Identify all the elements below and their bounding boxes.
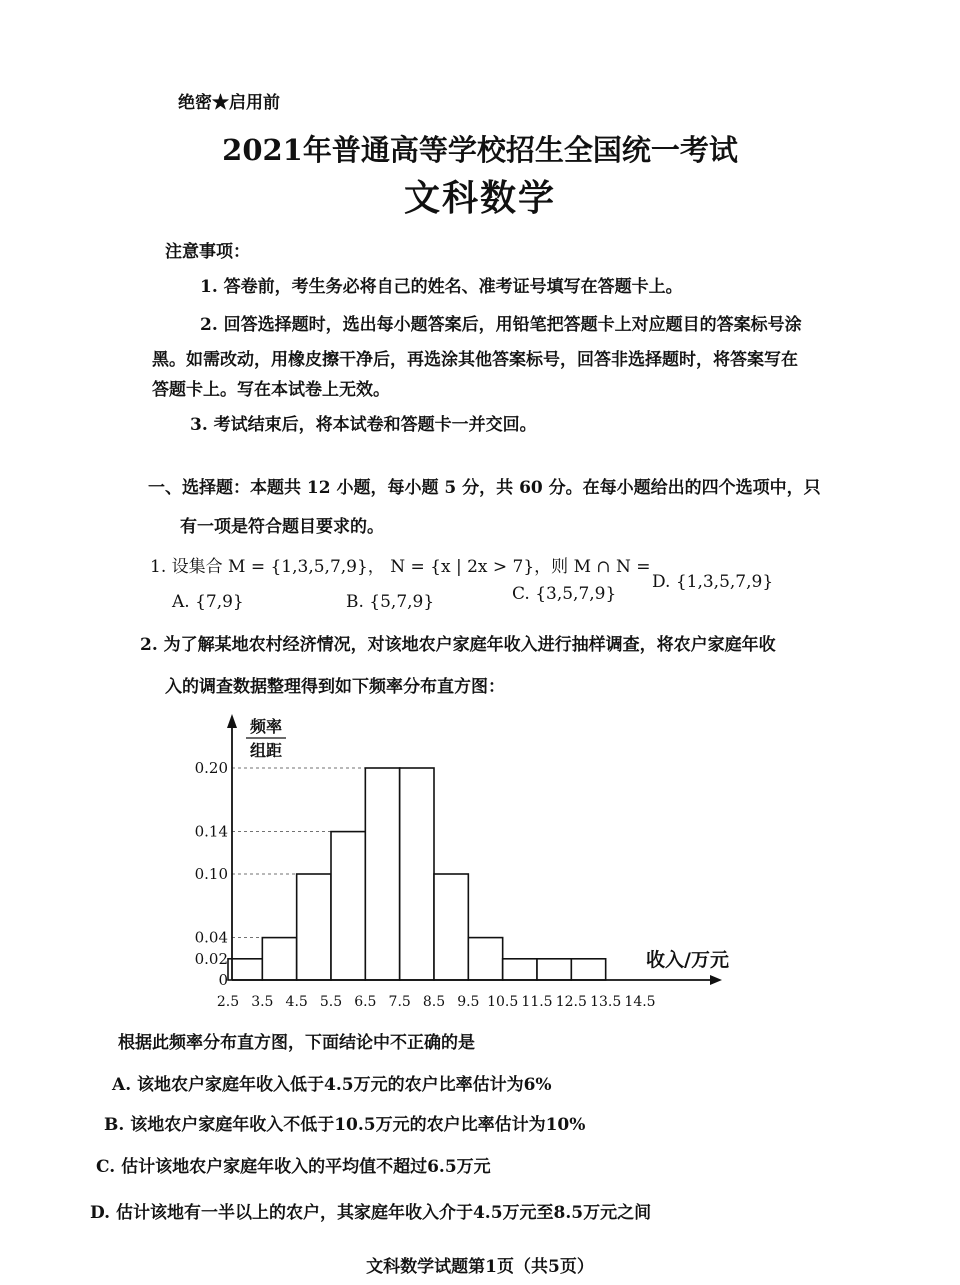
histogram-bar (331, 832, 365, 980)
y-tick-label: 0.10 (194, 865, 228, 883)
histogram-bar (297, 874, 331, 980)
y-axis-label-bottom: 组距 (249, 741, 283, 760)
x-tick-label: 4.5 (285, 994, 308, 1010)
section-1-line-2: 有一项是符合题目要求的。 (180, 517, 384, 537)
y-tick-label: 0.04 (194, 928, 228, 947)
x-axis-label: 收入/万元 (646, 949, 729, 971)
x-tick-label: 9.5 (457, 994, 480, 1010)
exam-title: 2021年普通高等学校招生全国统一考试 (222, 133, 738, 167)
x-tick-label: 10.5 (487, 994, 519, 1010)
histogram-bar (400, 768, 434, 980)
x-tick-label: 3.5 (251, 994, 274, 1010)
q2-question: 根据此频率分布直方图，下面结论中不正确的是 (118, 1033, 475, 1053)
q1-option-a: A. {7,9} (172, 592, 244, 612)
notice-item-2-line-1: 2. 回答选择题时，选出每小题答案后，用铅笔把答题卡上对应题目的答案标号涂 (200, 315, 802, 335)
y-axis-label-top: 频率 (249, 717, 283, 736)
histogram-bar (434, 874, 468, 980)
q2-option-a: A. 该地农户家庭年收入低于4.5万元的农户比率估计为6% (112, 1075, 552, 1095)
y-tick-label: 0.20 (194, 759, 228, 777)
page-footer: 文科数学试题第1页（共5页） (366, 1257, 594, 1277)
section-1-line-1: 一、选择题：本题共 12 小题，每小题 5 分，共 60 分。在每小题给出的四个选项中，只 (148, 478, 821, 498)
exam-subtitle: 文科数学 (403, 177, 556, 219)
notice-item-2-line-2: 黑。如需改动，用橡皮擦干净后，再选涂其他答案标号，回答非选择题时，将答案写在 (152, 350, 798, 370)
histogram-chart (180, 708, 760, 1018)
y-tick-label: 0.02 (194, 949, 228, 968)
x-tick-label: 13.5 (590, 994, 622, 1010)
x-tick-label: 6.5 (354, 994, 377, 1010)
q2-stem-line-2: 入的调查数据整理得到如下频率分布直方图： (165, 677, 505, 697)
x-axis-arrow (710, 975, 722, 985)
x-tick-label: 8.5 (422, 994, 446, 1010)
histogram-bar (228, 959, 262, 980)
q1-option-b: B. {5,7,9} (346, 592, 435, 612)
histogram-bar (571, 959, 605, 980)
y-tick-label: 0.14 (194, 822, 228, 841)
q1-stem: 1. 设集合 M = {1,3,5,7,9}， N = {x | 2x > 7}，则 M ∩ N = (150, 557, 651, 577)
notice-item-3: 3. 考试结束后，将本试卷和答题卡一并交回。 (190, 415, 537, 435)
notice-item-2-line-3: 答题卡上。写在本试卷上无效。 (152, 380, 390, 400)
notice-heading: 注意事项： (165, 242, 250, 262)
q1-option-c: C. {3,5,7,9} (512, 584, 617, 604)
q2-option-d: D. 估计该地有一半以上的农户，其家庭年收入介于4.5万元至8.5万元之间 (90, 1203, 652, 1223)
x-tick-label: 7.5 (388, 994, 411, 1010)
y-axis-arrow (227, 714, 237, 728)
histogram-bar (503, 959, 537, 980)
confidential-label: 绝密★启用前 (178, 93, 280, 113)
histogram-bar (468, 938, 502, 980)
x-tick-label: 5.5 (319, 994, 343, 1010)
x-tick-label: 12.5 (555, 994, 587, 1010)
notice-item-1: 1. 答卷前，考生务必将自己的姓名、准考证号填写在答题卡上。 (200, 277, 683, 297)
q2-option-c: C. 估计该地农户家庭年收入的平均值不超过6.5万元 (96, 1157, 491, 1177)
x-tick-label: 14.5 (624, 994, 656, 1010)
q1-option-d: D. {1,3,5,7,9} (652, 572, 774, 592)
q2-stem-line-1: 2. 为了解某地农村经济情况，对该地农户家庭年收入进行抽样调查，将农户家庭年收 (140, 635, 776, 655)
x-tick-label: 2.5 (216, 994, 240, 1010)
q2-option-b: B. 该地农户家庭年收入不低于10.5万元的农户比率估计为10% (104, 1115, 586, 1135)
origin-label: 0 (218, 971, 228, 989)
x-tick-label: 11.5 (521, 994, 553, 1010)
histogram-bar (537, 959, 571, 980)
histogram-bar (262, 938, 296, 980)
histogram-svg (180, 708, 760, 1018)
histogram-bar (365, 768, 399, 980)
